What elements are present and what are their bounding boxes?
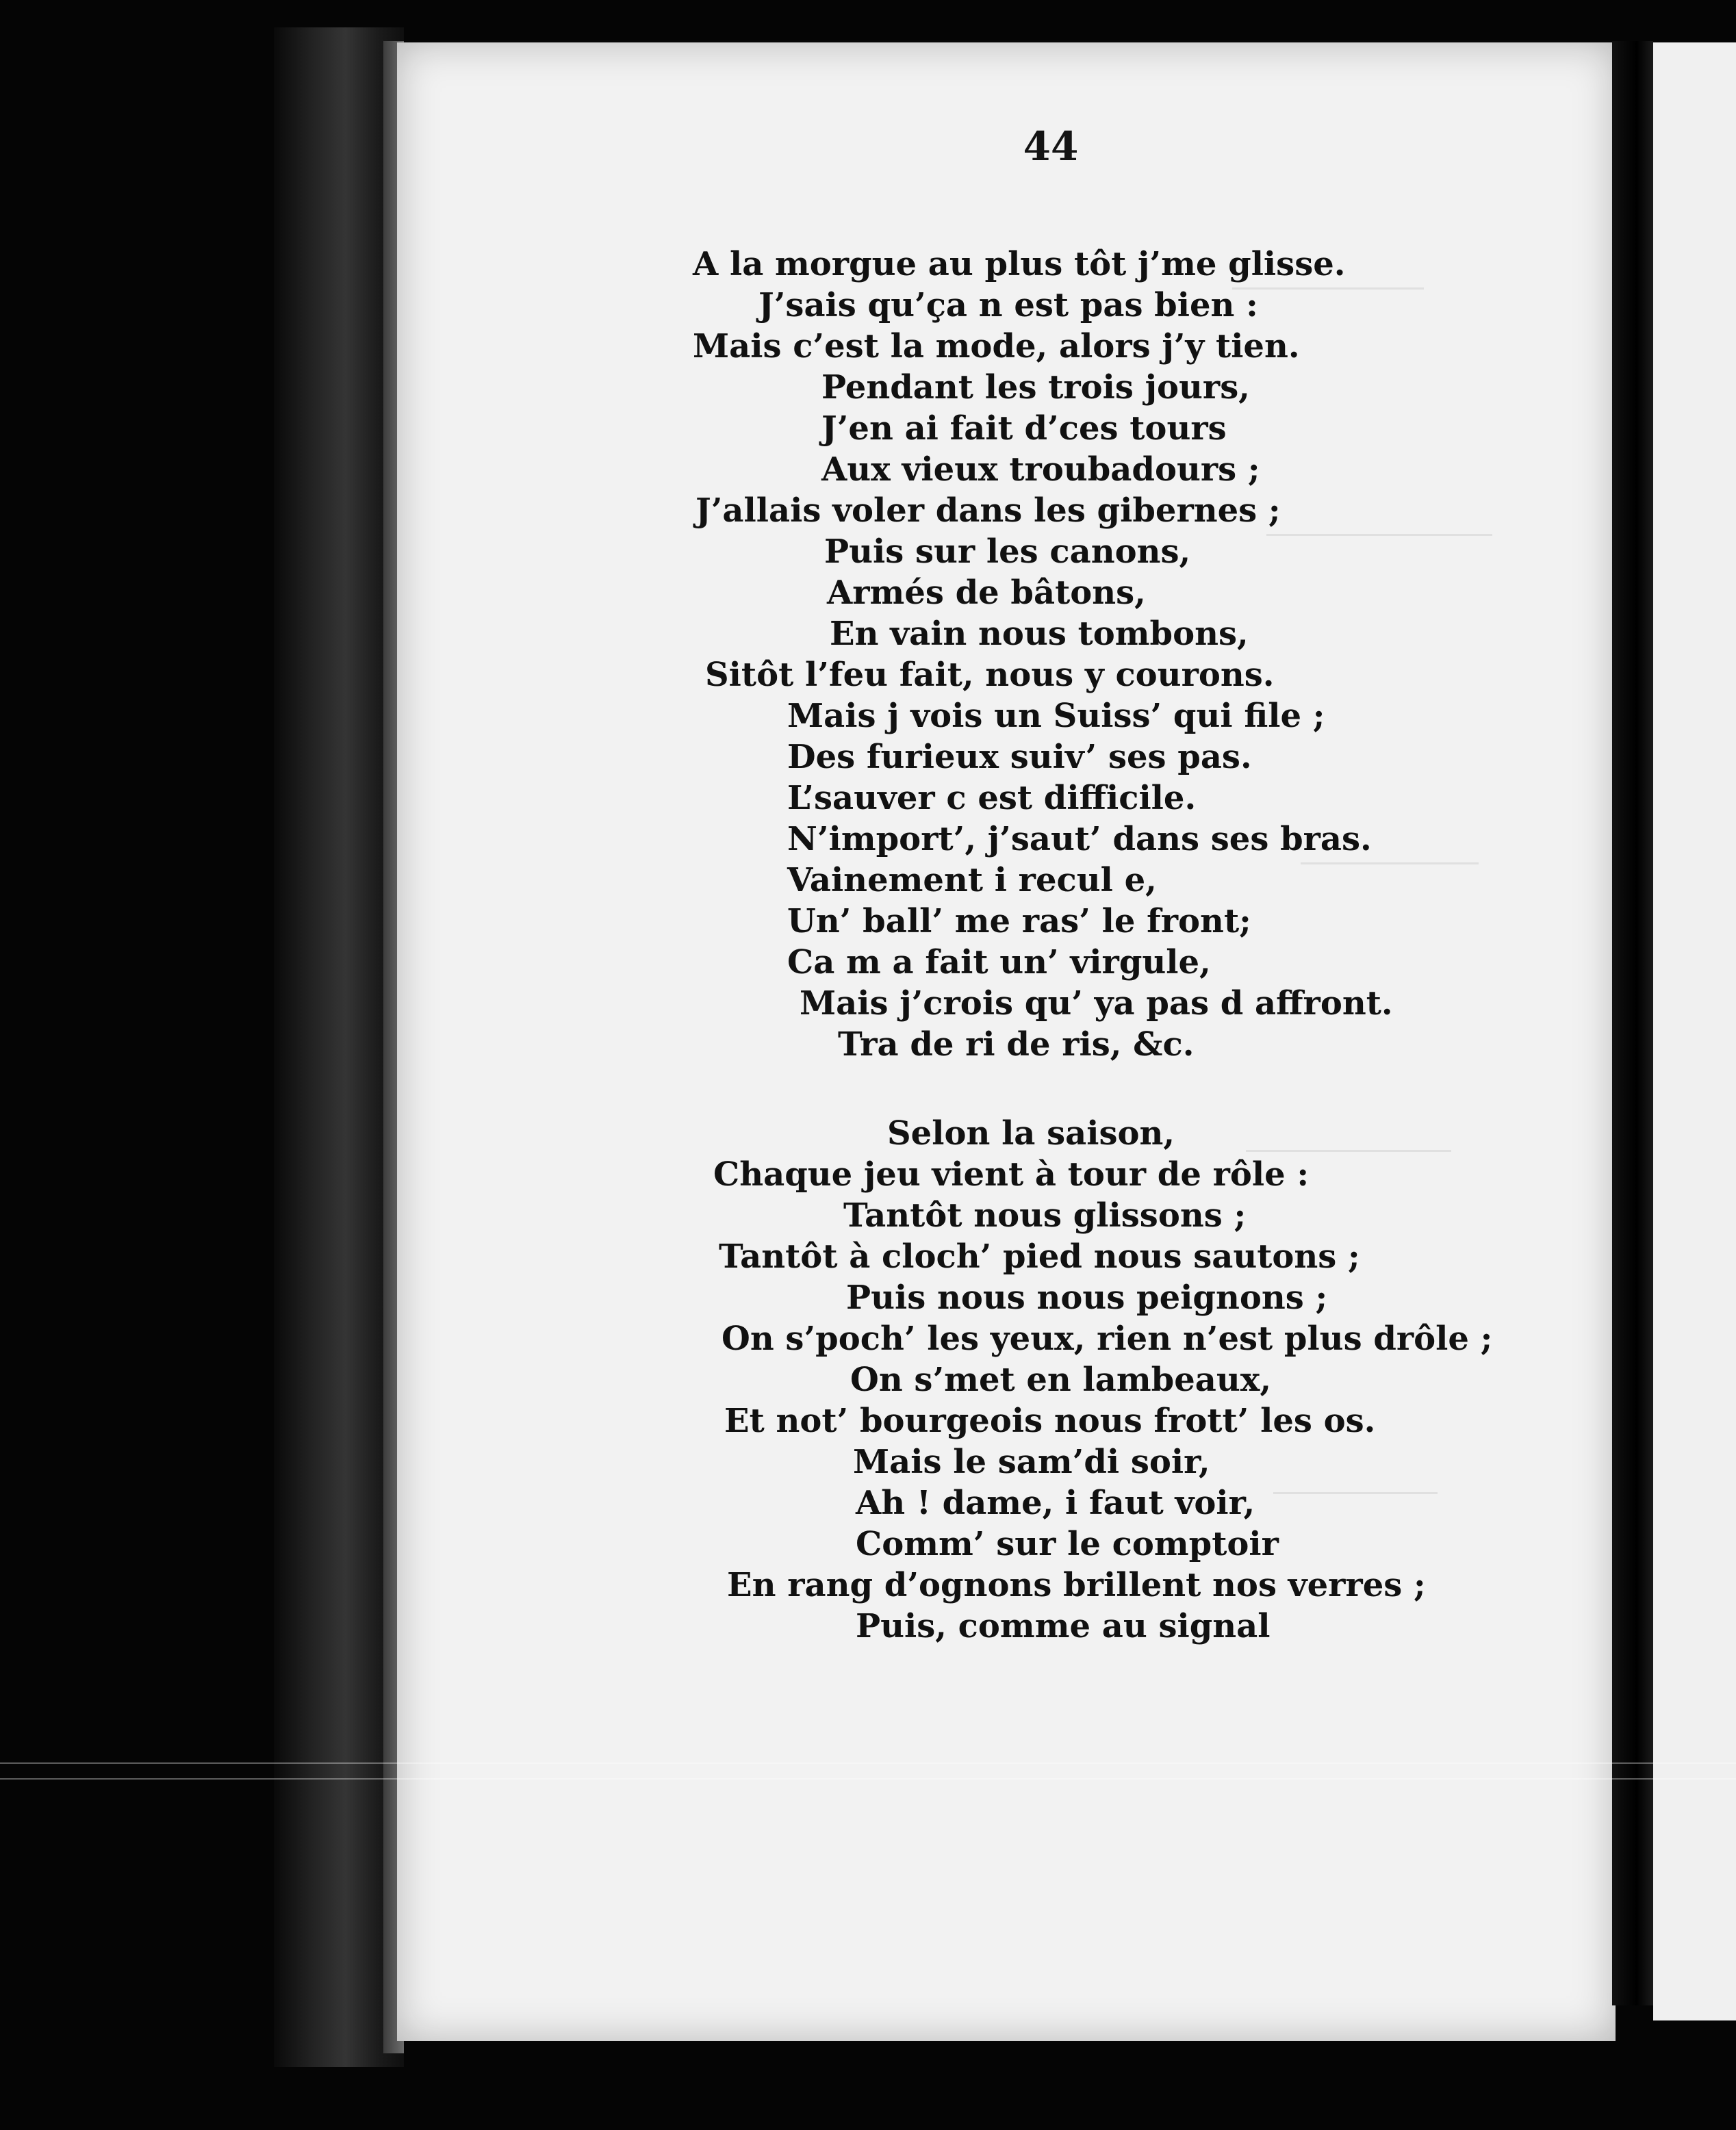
show-through-mark (1266, 534, 1492, 536)
scan-artifact-line (0, 1778, 1736, 1780)
verse-line: Tra de ri de ris, &c. (838, 1025, 1195, 1064)
scan-artifact-line (0, 1762, 1736, 1764)
verse-line: J’en ai fait d’ces tours (821, 409, 1227, 448)
verse-line: Mais c’est la mode, alors j’y tien. (693, 327, 1300, 365)
verse-line: Pendant les trois jours, (821, 368, 1250, 407)
verse-line: Puis nous nous peignons ; (846, 1279, 1328, 1317)
verse-line: Tantôt à cloch’ pied nous sautons ; (719, 1237, 1360, 1276)
verse-line: A la morgue au plus tôt j’me glisse. (693, 245, 1346, 283)
verse-line: L’sauver c est difficile. (787, 779, 1197, 817)
show-through-mark (1232, 287, 1424, 290)
verse-line: Puis sur les canons, (824, 532, 1191, 571)
verse-line: Aux vieux troubadours ; (821, 450, 1260, 489)
page-number: 44 (1023, 123, 1079, 170)
verse-line: Tantôt nous glissons ; (843, 1196, 1247, 1235)
adjacent-leaf (1653, 42, 1736, 2020)
verse-line: N’import’, j’saut’ dans ses bras. (787, 820, 1372, 858)
verse-line: Selon la saison, (887, 1114, 1175, 1153)
verse-line: Mais le sam’di soir, (853, 1443, 1210, 1481)
verse-line: Des furieux suiv’ ses pas. (787, 738, 1252, 776)
verse-line: Vainement i recul e, (787, 861, 1157, 899)
verse-line: On s’poch’ les yeux, rien n’est plus drôle ; (722, 1320, 1493, 1358)
verse-line: Chaque jeu vient à tour de rôle : (713, 1155, 1310, 1194)
verse-line: Sitôt l’feu fait, nous y courons. (705, 656, 1275, 694)
verse-line: Puis, comme au signal (856, 1607, 1271, 1645)
verse-line: Armés de bâtons, (827, 574, 1146, 612)
verse-line: Et not’ bourgeois nous frott’ les os. (724, 1402, 1376, 1440)
verse-line: Un’ ball’ me ras’ le front; (787, 902, 1251, 940)
verse-line: On s’met en lambeaux, (850, 1361, 1272, 1399)
verse-line: Comm’ sur le comptoir (856, 1525, 1279, 1563)
verse-line: Ah ! dame, i faut voir, (856, 1484, 1255, 1522)
show-through-mark (1301, 862, 1479, 864)
verse-line: J’sais qu’ça n est pas bien : (758, 286, 1258, 324)
verse-line: J’allais voler dans les gibernes ; (695, 491, 1281, 530)
verse-line: Mais j’crois qu’ ya pas d affront. (800, 984, 1393, 1023)
verse-line: Ca m a fait un’ virgule, (787, 943, 1211, 981)
show-through-mark (1246, 1150, 1451, 1152)
verse-line: En vain nous tombons, (830, 615, 1249, 653)
show-through-mark (1273, 1492, 1438, 1494)
verse-line: En rang d’ognons brillent nos verres ; (727, 1566, 1426, 1604)
verse-line: Mais j vois un Suiss’ qui file ; (787, 697, 1325, 735)
fore-edge (1612, 41, 1653, 2005)
